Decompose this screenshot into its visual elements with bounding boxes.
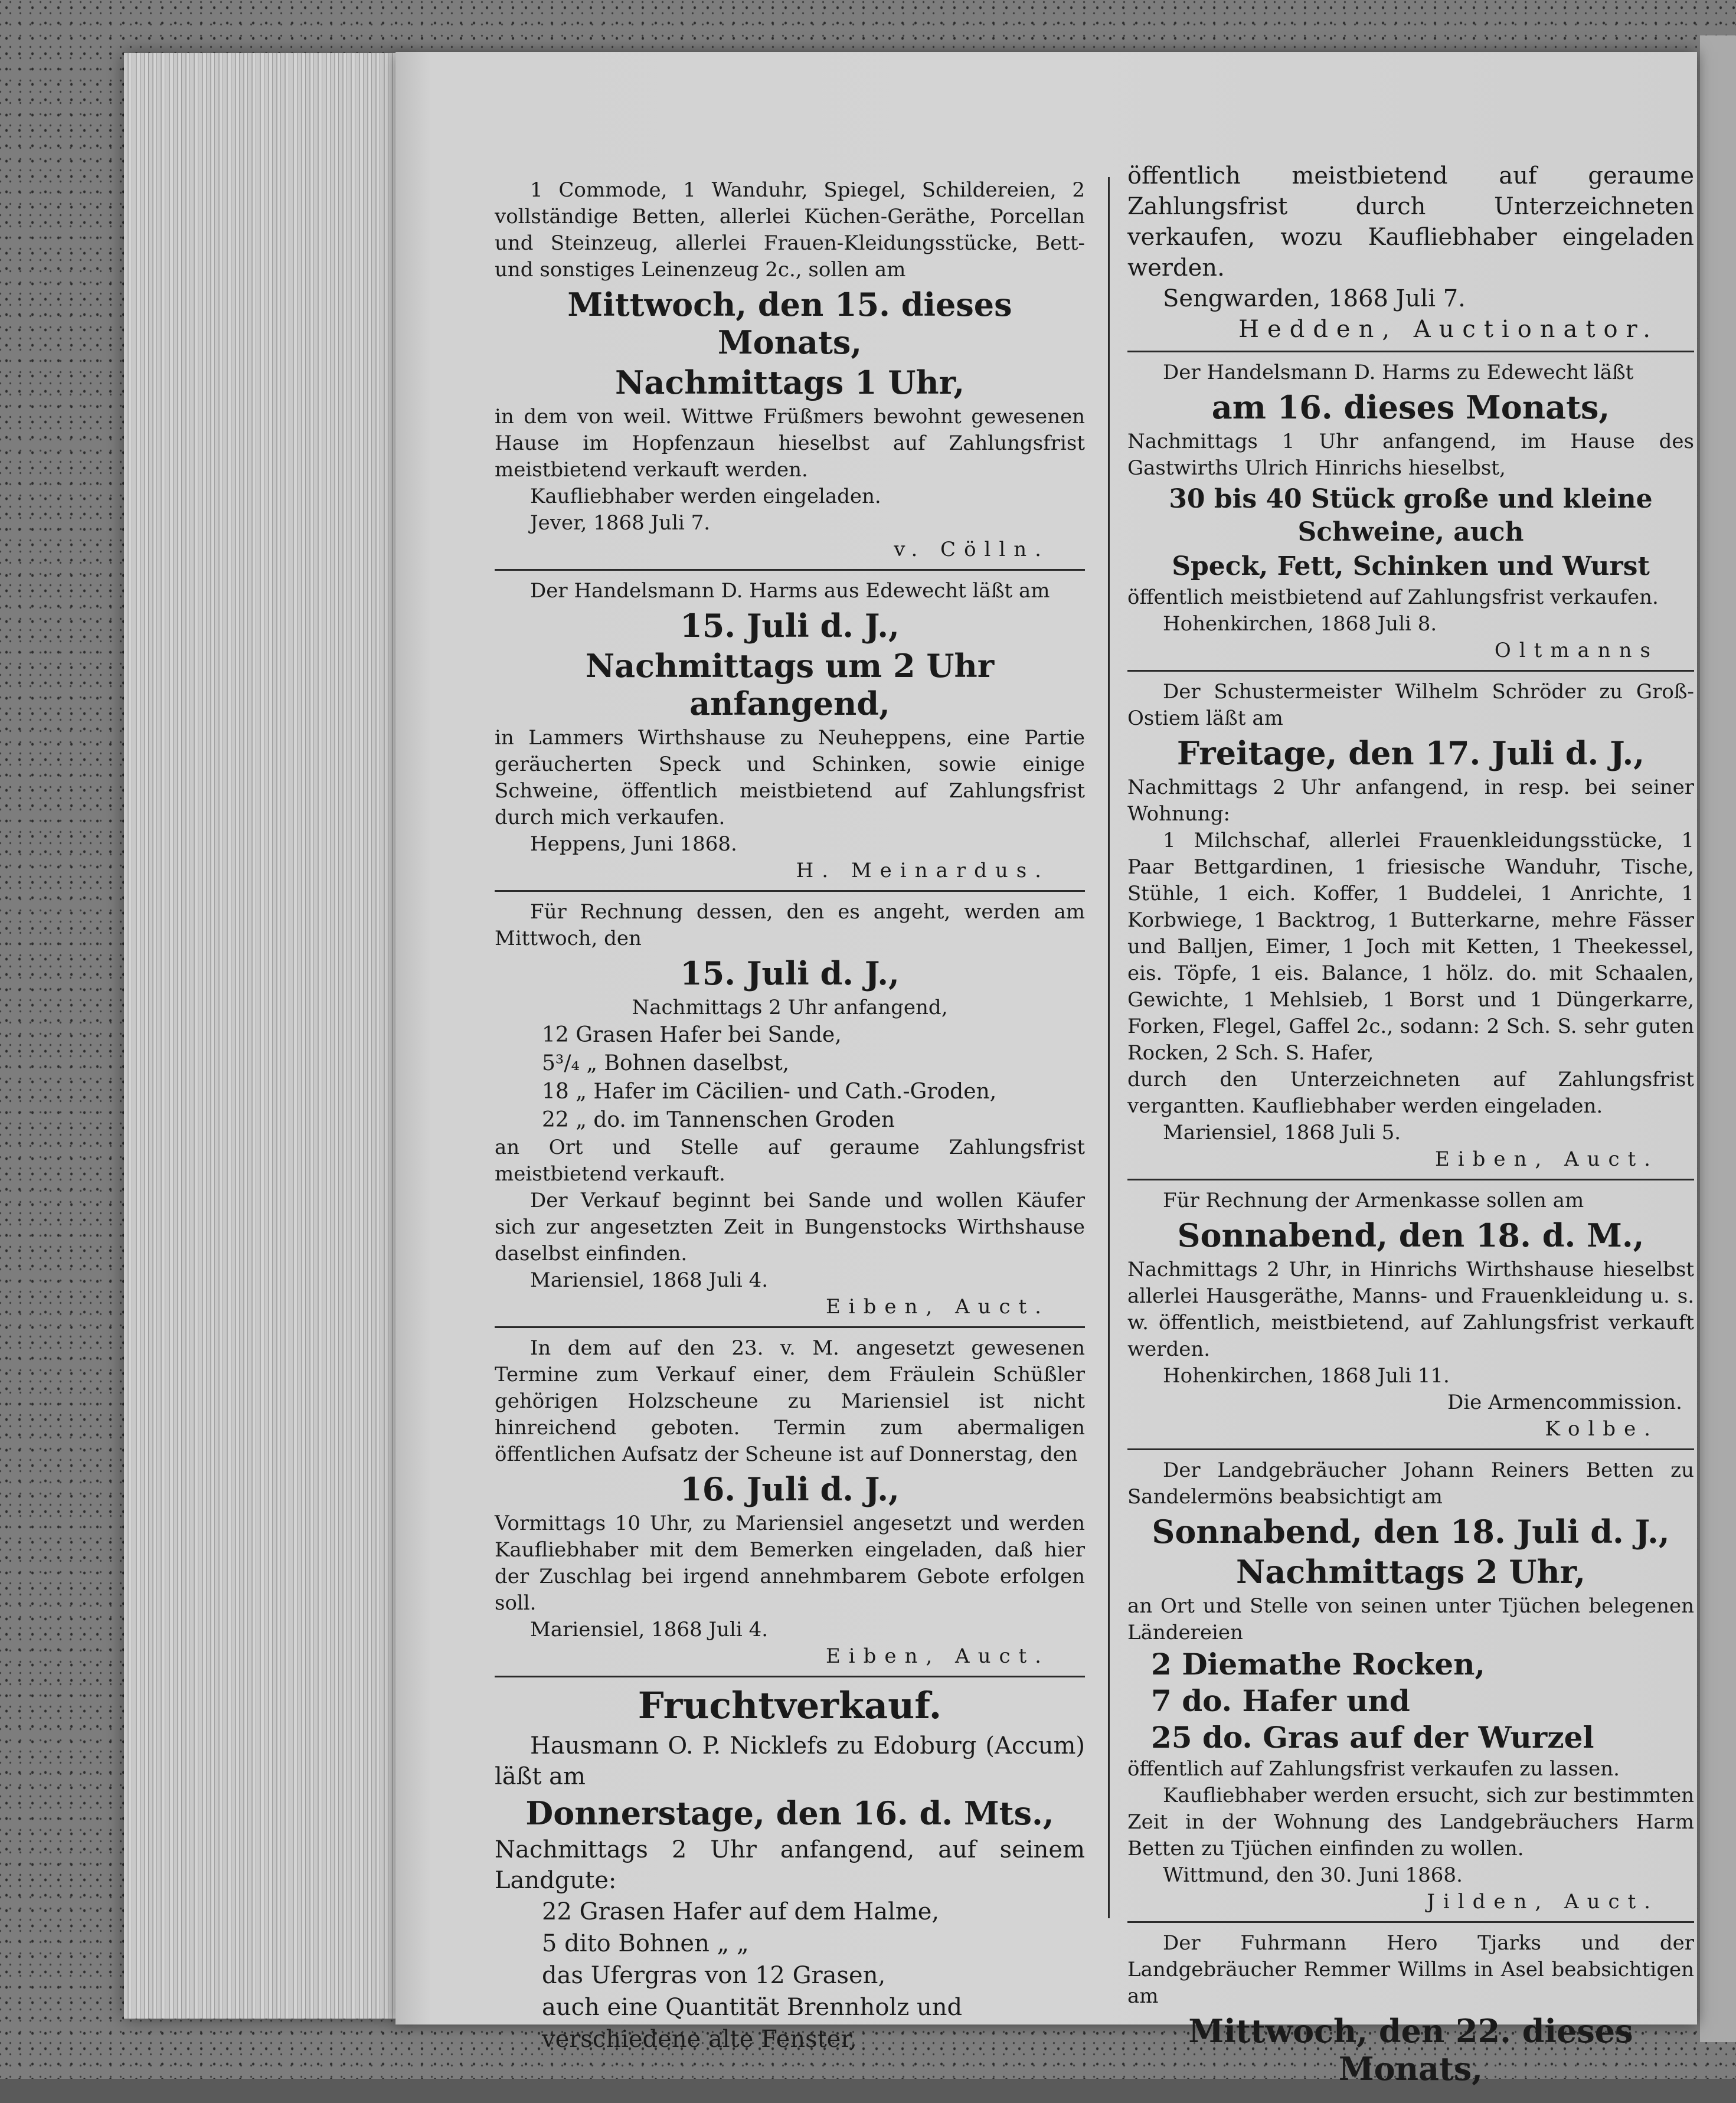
ad-headline-time: Nachmittags 1 Uhr,	[614, 364, 965, 401]
ad-place-date: Jever, 1868 Juli 7.	[530, 511, 711, 535]
ad-holzscheune	[495, 1335, 1085, 1677]
ad-body: öffentlich meistbietend auf geraume Zahlungsfrist durch Unterzeichneten verkaufen, wozu Kaufliebhaber eingeladen werden.	[1127, 162, 1694, 282]
ad-place-date: Hohenkirchen, 1868 Juli 11.	[1163, 1364, 1450, 1388]
ad-body-2: öffentlich meistbietend auf Zahlungsfrist verkaufen.	[1127, 586, 1659, 609]
ad-section-title: Fruchtverkauf.	[637, 1684, 942, 1727]
list-item: 7 do. Hafer und	[1151, 1683, 1410, 1718]
ad-harms-schweine	[1127, 359, 1694, 672]
ad-headline: 15. Juli d. J.,	[680, 607, 900, 645]
ad-intro: Der Handelsmann D. Harms zu Edewecht läßt	[1163, 361, 1634, 384]
ad-body: Nachmittags 1 Uhr anfangend, im Hause des Gastwirths Ulrich Hinrichs hieselbst,	[1127, 430, 1694, 480]
ad-body-3: Kaufliebhaber werden ersucht, sich zur bestimmten Zeit in der Wohnung des Landgebräuchers Harm Betten zu Tjüchen einfinden zu wollen.	[1127, 1784, 1694, 1860]
ad-intro: Der Fuhrmann Hero Tjarks und der Landgebräucher Remmer Willms in Asel beabsichtigen am	[1127, 1931, 1694, 2008]
ad-grasen-sale	[495, 899, 1085, 1328]
list-item: 5³/₄ „ Bohnen daselbst,	[542, 1051, 790, 1075]
ad-intro: Der Schustermeister Wilhelm Schröder zu Groß-Ostiem läßt am	[1127, 680, 1694, 730]
ad-place-date: Mariensiel, 1868 Juli 5.	[1163, 1121, 1401, 1144]
ad-intro: Für Rechnung dessen, den es angeht, werden am Mittwoch, den	[495, 900, 1085, 950]
ad-headline: am 16. dieses Monats,	[1211, 388, 1610, 426]
ad-subline: Nachmittags 2 Uhr anfangend,	[632, 996, 948, 1019]
ad-item-list: 1 Milchschaf, allerlei Frauenkleidungsstücke, 1 Paar Bettgardinen, 1 friesische Wanduhr, Tische, Stühle, 1 eich. Koffer, 1 Buddelei, 1 Anrichte, 1 Korbwiege, 1 Backtrog, 1 Butterkarne, mehre Fässer und Balljen, Eimer, 1 Joch mit Ketten, 1 Theekessel, eis. Töpfe, 1 eis. Balance, 1 hölz. do. mit Schaalen, Gewichte, 1 Mehlsieb, 1 Borst und 1 Düngerkarre, Forken, Flegel, Gaffel 2c., sodann: 2 Sch. S. sehr guten Rocken, 2 Sch. S. Hafer,	[1127, 829, 1694, 1065]
ad-place-date: Sengwarden, 1868 Juli 7.	[1163, 285, 1466, 312]
ad-signature: Jilden, Auct.	[1427, 1890, 1659, 1914]
ad-commode-sale	[495, 177, 1085, 571]
list-item: 12 Grasen Hafer bei Sande,	[542, 1023, 842, 1047]
ad-place-date: Heppens, Juni 1868.	[530, 832, 737, 856]
ad-signature: H. Meinardus.	[796, 859, 1050, 882]
list-item: auch eine Quantität Brennholz und	[542, 1994, 963, 2021]
ad-body: in Lammers Wirthshause zu Neuheppens, eine Partie geräucherten Speck und Schinken, sowie einige Schweine, öffentlich meistbietend auf Zahlungsfrist durch mich verkaufen.	[495, 726, 1085, 829]
ad-fruchtverkauf	[495, 1685, 1085, 2061]
ad-intro: In dem auf den 23. v. M. angesetzt gewesenen Termine zum Verkauf einer, dem Fräulein Schüßler gehörigen Holzscheune zu Mariensiel ist nicht hinreichend geboten. Termin zum abermaligen öffentlichen Aufsatz der Scheune ist auf Donnerstag, den	[495, 1336, 1085, 1466]
column-divider	[1108, 177, 1110, 1918]
ad-place-date: Hohenkirchen, 1868 Juli 8.	[1163, 612, 1437, 636]
ad-signature: Kolbe.	[1545, 1417, 1659, 1441]
ad-sengwarden-continued	[1127, 161, 1694, 352]
list-item: 18 „ Hafer im Cäcilien- und Cath.-Groden,	[542, 1080, 997, 1104]
list-item: 2 Diemathe Rocken,	[1151, 1647, 1485, 1682]
ad-place-date: Mariensiel, 1868 Juli 4.	[530, 1618, 769, 1641]
ad-place-date: Wittmund, den 30. Juni 1868.	[1163, 1863, 1463, 1887]
ad-intro: Für Rechnung der Armenkasse sollen am	[1163, 1189, 1584, 1212]
ad-body: Vormittags 10 Uhr, zu Mariensiel angesetzt und werden Kaufliebhaber mit dem Bemerken eingeladen, daß hier der Zuschlag bei irgend annehmbarem Gebote erfolgen soll.	[495, 1512, 1085, 1615]
ad-signature-org: Die Armencommission.	[1447, 1391, 1682, 1414]
ad-note: Kaufliebhaber werden eingeladen.	[530, 485, 881, 508]
ad-signature: v. Cölln.	[894, 538, 1050, 561]
list-item: 22 „ do. im Tannenschen Groden	[542, 1108, 895, 1132]
ad-body: Nachmittags 2 Uhr anfangend, in resp. bei seiner Wohnung:	[1127, 776, 1694, 826]
ad-headline-goods-2: Speck, Fett, Schinken und Wurst	[1172, 551, 1650, 581]
ad-tjarks-willms	[1127, 1930, 1694, 2096]
ad-body-2: öffentlich auf Zahlungsfrist verkaufen zu lassen.	[1127, 1757, 1620, 1781]
facing-page-strip	[1700, 35, 1736, 2042]
list-item: 5 dito Bohnen „ „	[542, 1930, 749, 1957]
ad-signature: Hedden, Auctionator.	[1238, 316, 1659, 343]
ad-signature: Eiben, Auct.	[825, 1295, 1050, 1319]
list-item: verschiedene alte Fenster,	[542, 2026, 857, 2053]
ad-headline-time: Nachmittags um 2 Uhr anfangend,	[585, 647, 995, 722]
ad-signature: Eiben, Auct.	[1434, 1147, 1659, 1171]
ad-armenkasse	[1127, 1188, 1694, 1450]
book-page-edges	[124, 53, 401, 2019]
ad-signature: Eiben, Auct.	[825, 1644, 1050, 1668]
ad-body: Nachmittags 2 Uhr, in Hinrichs Wirthshause hieselbst allerlei Hausgeräthe, Manns- und Frauenkleidung u. s. w. öffentlich, meistbietend, auf Zahlungsfrist verkauft werden.	[1127, 1258, 1694, 1361]
ad-intro: Hausmann O. P. Nicklefs zu Edoburg (Accum) läßt am	[495, 1732, 1085, 1790]
ad-headline: 16. Juli d. J.,	[680, 1470, 900, 1508]
list-item: das Ufergras von 12 Grasen,	[542, 1962, 886, 1989]
ad-headline: Freitage, den 17. Juli d. J.,	[1176, 734, 1645, 772]
ad-headline: Sonnabend, den 18. Juli d. J.,	[1152, 1513, 1670, 1551]
ad-place-date: Mariensiel, 1868 Juli 4.	[530, 1268, 769, 1292]
ad-body-2: durch den Unterzeichneten auf Zahlungsfrist vergantten. Kaufliebhaber werden eingeladen.	[1127, 1068, 1694, 1118]
ad-body-2: Der Verkauf beginnt bei Sande und wollen Käufer sich zur angesetzten Zeit in Bungenstocks Wirthshause daselbst einfinden.	[495, 1189, 1085, 1265]
ad-body: an Ort und Stelle auf geraume Zahlungsfrist meistbietend verkauft.	[495, 1136, 1085, 1186]
ad-signature: Oltmanns	[1494, 639, 1659, 662]
left-column	[495, 177, 1085, 2068]
ad-headline: Sonnabend, den 18. d. M.,	[1177, 1216, 1645, 1254]
ad-headline: Mittwoch, den 15. dieses Monats,	[567, 286, 1012, 361]
ad-intro: Der Handelsmann D. Harms aus Edewecht läßt am	[530, 579, 1050, 603]
ad-body: an Ort und Stelle von seinen unter Tjüchen belegenen Ländereien	[1127, 1594, 1694, 1644]
ad-headline: 15. Juli d. J.,	[680, 954, 900, 992]
ad-headline: Mittwoch, den 22. dieses Monats,	[1188, 2012, 1633, 2088]
ad-intro: 1 Commode, 1 Wanduhr, Spiegel, Schildereien, 2 vollständige Betten, allerlei Küchen-Geräthe, Porcellan und Steinzeug, allerlei Frauen-Kleidungsstücke, Bett- und sonstiges Leinenzeug 2c., sollen am	[495, 178, 1085, 282]
ad-harms-speck	[495, 578, 1085, 892]
ad-body: Nachmittags 2 Uhr anfangend, auf seinem Landgute:	[495, 1836, 1085, 1894]
ad-headline-goods: 30 bis 40 Stück große und kleine Schweine, auch	[1169, 484, 1653, 547]
list-item: 25 do. Gras auf der Wurzel	[1151, 1720, 1594, 1755]
ad-headline: Donnerstage, den 16. d. Mts.,	[525, 1794, 1054, 1832]
ad-reiners-betten	[1127, 1457, 1694, 1923]
list-item: 22 Grasen Hafer auf dem Halme,	[542, 1898, 940, 1925]
ad-schroeder-auction	[1127, 679, 1694, 1180]
ad-body: in dem von weil. Wittwe Früßmers bewohnt gewesenen Hause im Hopfenzaun hieselbst auf Zahlungsfrist meistbietend verkauft werden.	[495, 405, 1085, 482]
right-column	[1127, 161, 1694, 2103]
ad-headline-time: Nachmittags 2 Uhr,	[1235, 1553, 1586, 1591]
ad-intro: Der Landgebräucher Johann Reiners Betten zu Sandelermöns beabsichtigt am	[1127, 1458, 1694, 1509]
